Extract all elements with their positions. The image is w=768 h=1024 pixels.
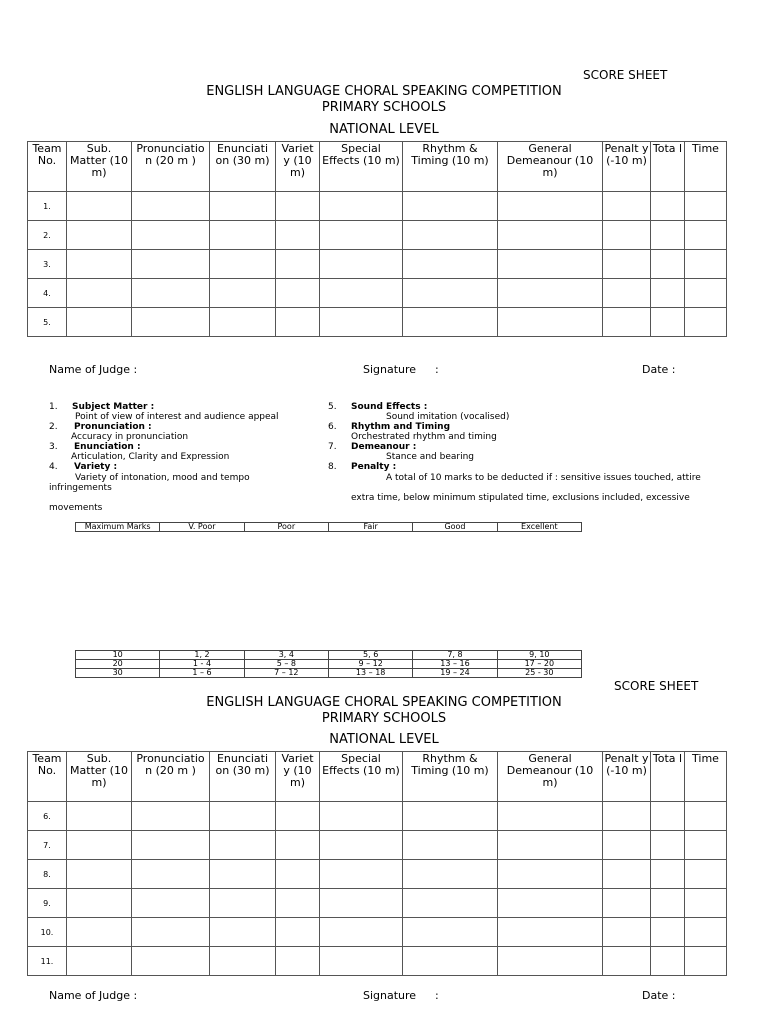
score-cell[interactable] bbox=[498, 831, 603, 860]
score-cell[interactable] bbox=[276, 279, 320, 308]
score-cell[interactable] bbox=[685, 802, 727, 831]
score-cell[interactable] bbox=[210, 860, 276, 889]
table-row bbox=[28, 889, 727, 918]
score-cell[interactable] bbox=[132, 221, 210, 250]
marks-header-table bbox=[75, 522, 582, 532]
judge-name-label: Name of Judge : bbox=[49, 989, 138, 1002]
score-cell[interactable] bbox=[67, 947, 132, 976]
score-cell[interactable] bbox=[132, 831, 210, 860]
table-row bbox=[28, 279, 727, 308]
score-cell[interactable] bbox=[403, 947, 498, 976]
column-header: Special Effects (10 m) bbox=[320, 752, 403, 802]
score-cell[interactable] bbox=[210, 889, 276, 918]
marks-cell: 3, 4 bbox=[244, 651, 328, 660]
score-cell[interactable] bbox=[132, 192, 210, 221]
score-cell[interactable] bbox=[403, 308, 498, 337]
column-header: Penalt y (-10 m) bbox=[603, 752, 651, 802]
school-level-title: PRIMARY SCHOOLS bbox=[321, 711, 447, 726]
table-row bbox=[28, 221, 727, 250]
score-cell[interactable] bbox=[320, 250, 403, 279]
score-cell[interactable] bbox=[685, 831, 727, 860]
score-cell[interactable] bbox=[320, 308, 403, 337]
criterion-title: Rhythm and Timing bbox=[351, 422, 451, 432]
score-cell[interactable] bbox=[67, 221, 132, 250]
score-table bbox=[27, 141, 727, 337]
score-cell[interactable] bbox=[320, 221, 403, 250]
score-cell[interactable] bbox=[498, 250, 603, 279]
score-cell[interactable] bbox=[498, 308, 603, 337]
score-cell[interactable] bbox=[685, 308, 727, 337]
column-header: General Demeanour (10 m) bbox=[498, 142, 603, 192]
score-cell[interactable] bbox=[320, 889, 403, 918]
criterion-desc: Sound imitation (vocalised) bbox=[386, 412, 510, 422]
score-cell[interactable] bbox=[320, 947, 403, 976]
score-cell[interactable] bbox=[651, 279, 685, 308]
marks-cell: 1 – 6 bbox=[160, 669, 244, 678]
score-cell[interactable] bbox=[651, 308, 685, 337]
score-cell[interactable] bbox=[276, 918, 320, 947]
criterion-continuation: infringements bbox=[49, 483, 112, 493]
score-cell[interactable] bbox=[651, 918, 685, 947]
score-cell[interactable] bbox=[651, 860, 685, 889]
marks-header-cell: Good bbox=[413, 523, 497, 532]
score-cell[interactable] bbox=[498, 192, 603, 221]
score-cell[interactable] bbox=[276, 221, 320, 250]
criterion-title: Sound Effects : bbox=[351, 402, 428, 412]
score-cell[interactable] bbox=[320, 279, 403, 308]
column-header: Enunciati on (30 m) bbox=[210, 142, 276, 192]
score-cell[interactable] bbox=[132, 860, 210, 889]
criterion-number: 6. bbox=[328, 422, 337, 432]
criterion-number: 1. bbox=[49, 402, 58, 412]
column-header: Variet y (10 m) bbox=[276, 752, 320, 802]
table-row bbox=[28, 308, 727, 337]
column-header: Team No. bbox=[28, 752, 67, 802]
criterion-desc: Orchestrated rhythm and timing bbox=[351, 432, 497, 442]
score-cell[interactable] bbox=[498, 221, 603, 250]
column-header: Sub. Matter (10 m) bbox=[67, 752, 132, 802]
table-row bbox=[28, 947, 727, 976]
score-sheet-label: SCORE SHEET bbox=[583, 68, 668, 82]
column-header: Special Effects (10 m) bbox=[320, 142, 403, 192]
score-cell[interactable] bbox=[651, 831, 685, 860]
table-row bbox=[28, 250, 727, 279]
team-number-cell: 6. bbox=[28, 802, 67, 831]
criterion-number: 2. bbox=[49, 422, 58, 432]
marks-header-cell: V. Poor bbox=[160, 523, 244, 532]
team-number-cell: 4. bbox=[28, 279, 67, 308]
score-cell[interactable] bbox=[603, 802, 651, 831]
score-cell[interactable] bbox=[210, 918, 276, 947]
score-cell[interactable] bbox=[210, 221, 276, 250]
score-cell[interactable] bbox=[403, 860, 498, 889]
criterion-number: 5. bbox=[328, 402, 337, 412]
score-cell[interactable] bbox=[651, 802, 685, 831]
score-cell[interactable] bbox=[403, 889, 498, 918]
criterion-desc: Articulation, Clarity and Expression bbox=[71, 452, 230, 462]
criterion-number: 4. bbox=[49, 462, 58, 472]
criterion-title: Penalty : bbox=[351, 462, 397, 472]
score-cell[interactable] bbox=[498, 860, 603, 889]
column-header: Tota l bbox=[651, 142, 685, 192]
score-cell[interactable] bbox=[276, 802, 320, 831]
criterion-number: 3. bbox=[49, 442, 58, 452]
criterion-title: Pronunciation : bbox=[74, 422, 152, 432]
score-cell[interactable] bbox=[651, 250, 685, 279]
criterion-desc: Point of view of interest and audience appeal bbox=[75, 412, 279, 422]
score-cell[interactable] bbox=[210, 250, 276, 279]
column-header: Rhythm & Timing (10 m) bbox=[403, 142, 498, 192]
score-cell[interactable] bbox=[651, 192, 685, 221]
marks-row bbox=[76, 651, 582, 660]
column-header: Sub. Matter (10 m) bbox=[67, 142, 132, 192]
table-row bbox=[28, 860, 727, 889]
score-cell[interactable] bbox=[276, 860, 320, 889]
column-header: Team No. bbox=[28, 142, 67, 192]
score-cell[interactable] bbox=[132, 250, 210, 279]
team-number-cell: 11. bbox=[28, 947, 67, 976]
score-cell[interactable] bbox=[210, 192, 276, 221]
score-cell[interactable] bbox=[651, 947, 685, 976]
score-cell[interactable] bbox=[603, 947, 651, 976]
marks-cell: 5 – 8 bbox=[244, 660, 328, 669]
score-cell[interactable] bbox=[403, 279, 498, 308]
team-number-cell: 2. bbox=[28, 221, 67, 250]
date-label: Date : bbox=[642, 363, 676, 376]
score-cell[interactable] bbox=[403, 831, 498, 860]
score-cell[interactable] bbox=[603, 831, 651, 860]
score-cell[interactable] bbox=[498, 918, 603, 947]
column-header: Rhythm & Timing (10 m) bbox=[403, 752, 498, 802]
score-cell[interactable] bbox=[276, 250, 320, 279]
team-number-cell: 1. bbox=[28, 192, 67, 221]
criterion-title: Enunciation : bbox=[74, 442, 141, 452]
criterion-title: Variety : bbox=[74, 462, 118, 472]
score-cell[interactable] bbox=[276, 308, 320, 337]
signature-label: Signature bbox=[363, 989, 417, 1002]
marks-cell: 7 – 12 bbox=[244, 669, 328, 678]
signature-colon: : bbox=[435, 989, 439, 1002]
criterion-desc-continued: extra time, below minimum stipulated time, exclusions included, excessive bbox=[351, 493, 690, 503]
score-cell[interactable] bbox=[403, 221, 498, 250]
score-cell[interactable] bbox=[498, 279, 603, 308]
marks-cell: 20 bbox=[76, 660, 160, 669]
criterion-desc: A total of 10 marks to be deducted if : sensitive issues touched, attire bbox=[386, 473, 701, 483]
score-cell[interactable] bbox=[67, 860, 132, 889]
table-row bbox=[28, 831, 727, 860]
score-cell[interactable] bbox=[132, 918, 210, 947]
score-cell[interactable] bbox=[210, 802, 276, 831]
competition-title: ENGLISH LANGUAGE CHORAL SPEAKING COMPETITION bbox=[206, 695, 562, 710]
criterion-title: Demeanour : bbox=[351, 442, 417, 452]
team-number-cell: 3. bbox=[28, 250, 67, 279]
column-header: Penalt y (-10 m) bbox=[603, 142, 651, 192]
score-cell[interactable] bbox=[132, 802, 210, 831]
team-number-cell: 7. bbox=[28, 831, 67, 860]
marks-cell: 17 – 20 bbox=[497, 660, 581, 669]
marks-cell: 5, 6 bbox=[328, 651, 412, 660]
score-cell[interactable] bbox=[320, 918, 403, 947]
table-row bbox=[28, 802, 727, 831]
judge-name-label: Name of Judge : bbox=[49, 363, 138, 376]
signature-colon: : bbox=[435, 363, 439, 376]
column-header: Pronunciatio n (20 m ) bbox=[132, 142, 210, 192]
score-cell[interactable] bbox=[603, 918, 651, 947]
table-row bbox=[28, 918, 727, 947]
column-header: Variet y (10 m) bbox=[276, 142, 320, 192]
signature-label: Signature bbox=[363, 363, 417, 376]
marks-cell: 9, 10 bbox=[497, 651, 581, 660]
score-cell[interactable] bbox=[685, 918, 727, 947]
criterion-desc: Stance and bearing bbox=[386, 452, 474, 462]
column-header: Time bbox=[685, 752, 727, 802]
score-cell[interactable] bbox=[603, 308, 651, 337]
score-cell[interactable] bbox=[498, 802, 603, 831]
national-level-title: NATIONAL LEVEL bbox=[329, 732, 439, 747]
score-cell[interactable] bbox=[67, 918, 132, 947]
criterion-title: Subject Matter : bbox=[72, 402, 155, 412]
score-cell[interactable] bbox=[651, 889, 685, 918]
score-cell[interactable] bbox=[67, 192, 132, 221]
score-cell[interactable] bbox=[132, 308, 210, 337]
score-cell[interactable] bbox=[67, 802, 132, 831]
marks-cell: 9 – 12 bbox=[328, 660, 412, 669]
school-level-title: PRIMARY SCHOOLS bbox=[321, 100, 447, 115]
table-row bbox=[28, 192, 727, 221]
score-cell[interactable] bbox=[603, 860, 651, 889]
score-cell[interactable] bbox=[276, 889, 320, 918]
score-cell[interactable] bbox=[276, 192, 320, 221]
score-cell[interactable] bbox=[67, 250, 132, 279]
marks-cell: 1, 2 bbox=[160, 651, 244, 660]
score-cell[interactable] bbox=[603, 889, 651, 918]
team-number-cell: 10. bbox=[28, 918, 67, 947]
score-cell[interactable] bbox=[67, 279, 132, 308]
score-cell[interactable] bbox=[403, 250, 498, 279]
column-header: Tota l bbox=[651, 752, 685, 802]
marks-cell: 30 bbox=[76, 669, 160, 678]
marks-values-table bbox=[75, 650, 582, 678]
score-cell[interactable] bbox=[210, 831, 276, 860]
score-cell[interactable] bbox=[403, 192, 498, 221]
marks-cell: 13 – 18 bbox=[328, 669, 412, 678]
column-header: Pronunciatio n (20 m ) bbox=[132, 752, 210, 802]
score-cell[interactable] bbox=[685, 192, 727, 221]
criterion-continuation: movements bbox=[49, 503, 103, 513]
score-cell[interactable] bbox=[403, 802, 498, 831]
score-cell[interactable] bbox=[276, 831, 320, 860]
marks-header-cell: Excellent bbox=[497, 523, 581, 532]
score-cell[interactable] bbox=[685, 279, 727, 308]
score-cell[interactable] bbox=[498, 889, 603, 918]
score-cell[interactable] bbox=[685, 221, 727, 250]
score-cell[interactable] bbox=[210, 279, 276, 308]
score-cell[interactable] bbox=[210, 308, 276, 337]
score-cell[interactable] bbox=[685, 860, 727, 889]
score-cell[interactable] bbox=[132, 889, 210, 918]
score-cell[interactable] bbox=[67, 831, 132, 860]
date-label: Date : bbox=[642, 989, 676, 1002]
national-level-title: NATIONAL LEVEL bbox=[329, 122, 439, 137]
score-cell[interactable] bbox=[685, 250, 727, 279]
score-cell[interactable] bbox=[603, 279, 651, 308]
score-cell[interactable] bbox=[132, 279, 210, 308]
score-cell[interactable] bbox=[498, 947, 603, 976]
score-cell[interactable] bbox=[132, 947, 210, 976]
score-cell[interactable] bbox=[67, 889, 132, 918]
score-cell[interactable] bbox=[67, 308, 132, 337]
criterion-number: 8. bbox=[328, 462, 337, 472]
column-header: Time bbox=[685, 142, 727, 192]
marks-header-cell: Maximum Marks bbox=[76, 523, 160, 532]
score-sheet-label: SCORE SHEET bbox=[614, 679, 699, 693]
marks-cell: 13 – 16 bbox=[413, 660, 497, 669]
marks-cell: 7, 8 bbox=[413, 651, 497, 660]
score-cell[interactable] bbox=[276, 947, 320, 976]
score-cell[interactable] bbox=[651, 221, 685, 250]
score-cell[interactable] bbox=[685, 889, 727, 918]
score-cell[interactable] bbox=[603, 221, 651, 250]
marks-header-cell: Poor bbox=[244, 523, 328, 532]
marks-row bbox=[76, 669, 582, 678]
score-cell[interactable] bbox=[320, 860, 403, 889]
marks-header-cell: Fair bbox=[328, 523, 412, 532]
team-number-cell: 8. bbox=[28, 860, 67, 889]
column-header: Enunciati on (30 m) bbox=[210, 752, 276, 802]
marks-cell: 10 bbox=[76, 651, 160, 660]
team-number-cell: 9. bbox=[28, 889, 67, 918]
marks-row bbox=[76, 660, 582, 669]
criterion-desc: Variety of intonation, mood and tempo bbox=[75, 473, 250, 483]
marks-cell: 1 - 4 bbox=[160, 660, 244, 669]
score-cell[interactable] bbox=[603, 192, 651, 221]
score-cell[interactable] bbox=[320, 192, 403, 221]
score-cell[interactable] bbox=[210, 947, 276, 976]
marks-cell: 19 – 24 bbox=[413, 669, 497, 678]
criterion-desc: Accuracy in pronunciation bbox=[71, 432, 189, 442]
criterion-number: 7. bbox=[328, 442, 337, 452]
marks-cell: 25 - 30 bbox=[497, 669, 581, 678]
column-header: General Demeanour (10 m) bbox=[498, 752, 603, 802]
score-cell[interactable] bbox=[685, 947, 727, 976]
score-cell[interactable] bbox=[603, 250, 651, 279]
competition-title: ENGLISH LANGUAGE CHORAL SPEAKING COMPETITION bbox=[206, 84, 562, 99]
team-number-cell: 5. bbox=[28, 308, 67, 337]
score-table bbox=[27, 751, 727, 976]
score-cell[interactable] bbox=[320, 802, 403, 831]
score-cell[interactable] bbox=[403, 918, 498, 947]
score-cell[interactable] bbox=[320, 831, 403, 860]
